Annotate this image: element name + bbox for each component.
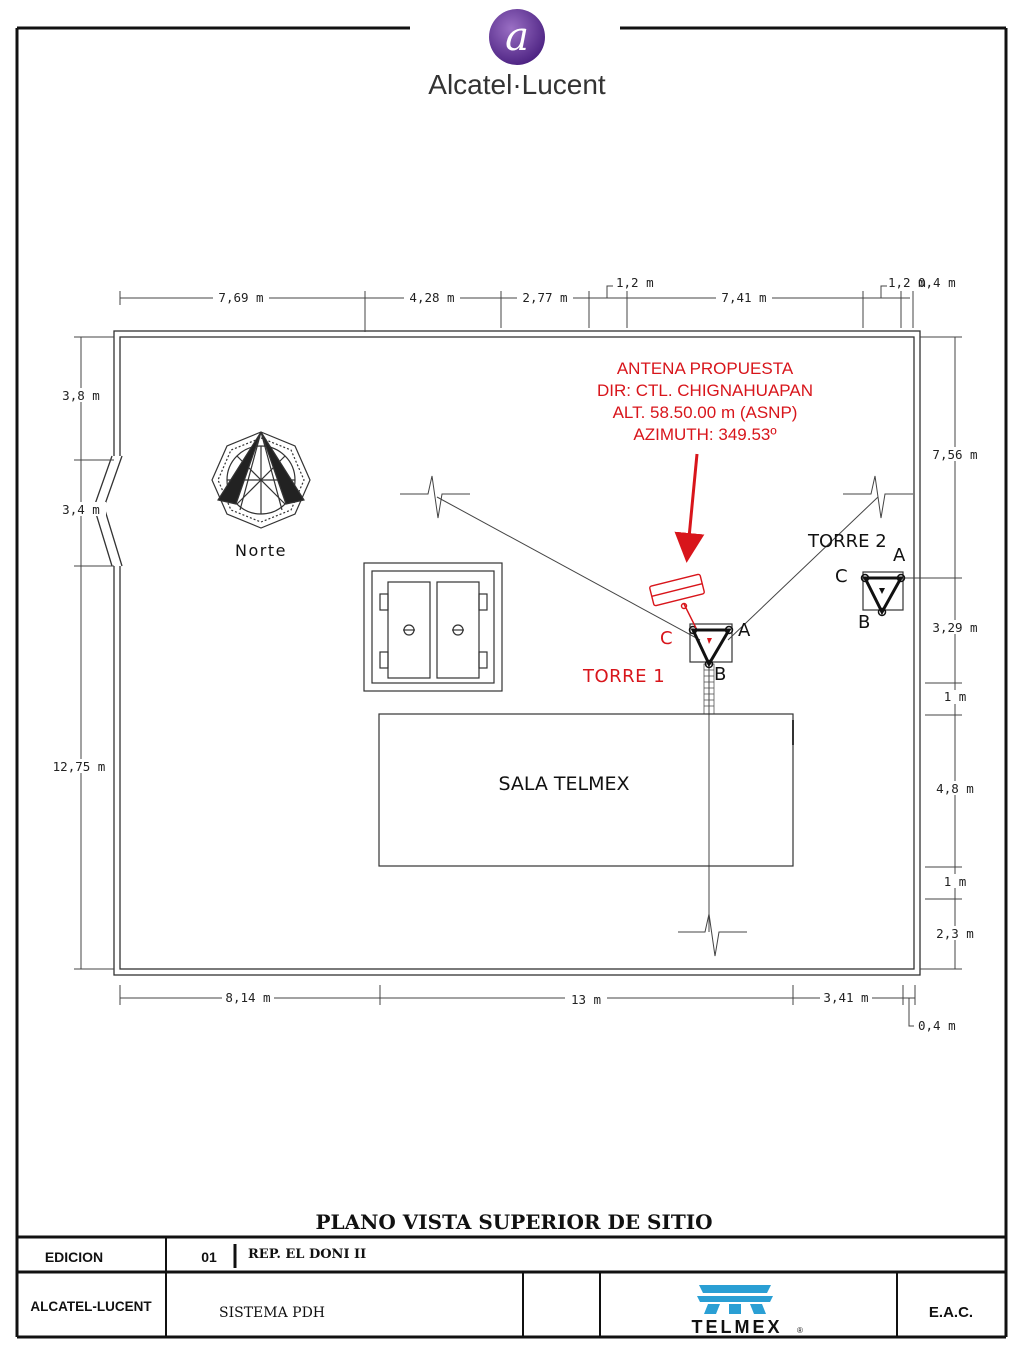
dim-left-3: 12,75 m <box>52 759 106 774</box>
antenna-pointer-arrow <box>688 454 697 548</box>
tower1-c-label: C <box>660 628 673 649</box>
building-label: SALA TELMEX <box>498 773 630 795</box>
site-name: REP. EL DONI II <box>248 1247 367 1262</box>
dim-bottom-2: 13 m <box>570 992 602 1007</box>
dim-top-4: 1,2 m <box>616 275 654 290</box>
tower2-c-label: C <box>835 566 848 587</box>
dim-bottom-4: 0,4 m <box>918 1018 956 1033</box>
logo-text: Alcatel·Lucent <box>428 69 606 100</box>
building-sala-telmex <box>379 714 793 866</box>
proposed-antenna-icon <box>649 574 704 628</box>
dim-right-1: 7,56 m <box>932 447 978 462</box>
edicion-value: 01 <box>201 1249 217 1265</box>
dim-left-1: 3,8 m <box>62 388 100 403</box>
tower2-b-label: B <box>858 612 871 633</box>
dim-left-2: 3,4 m <box>62 502 100 517</box>
telmex-wordmark: TELMEX <box>691 1317 783 1337</box>
dim-top-3: 2,77 m <box>522 290 568 305</box>
tower1-a-label: A <box>738 620 751 641</box>
dim-right-4: 4,8 m <box>936 781 974 796</box>
dim-bottom-1: 8,14 m <box>225 990 271 1005</box>
telmex-emblem-icon <box>697 1285 773 1314</box>
dim-top-7: 0,4 m <box>918 275 956 290</box>
tower2-label: TORRE 2 <box>808 531 887 552</box>
company-name: ALCATEL-LUCENT <box>30 1299 152 1314</box>
equipment-block <box>364 563 502 691</box>
telmex-registered-mark: ® <box>797 1326 803 1335</box>
system-name: SISTEMA PDH <box>218 1305 326 1321</box>
dim-top-6: 1,2 m <box>888 275 926 290</box>
sheet-frame <box>17 28 1006 1337</box>
drawing-title: PLANO VISTA SUPERIOR DE SITIO <box>315 1210 713 1234</box>
dim-top-2: 4,28 m <box>409 290 455 305</box>
logo-glyph: a <box>505 14 529 60</box>
author-initials: E.A.C. <box>928 1304 974 1321</box>
alcatel-lucent-logo <box>428 9 606 100</box>
antenna-line-2: DIR: CTL. CHIGNAHUAPAN <box>597 381 813 400</box>
north-compass-icon <box>212 432 310 528</box>
telmex-logo <box>691 1285 803 1337</box>
edicion-label: EDICION <box>44 1249 104 1265</box>
property-boundary <box>114 331 920 975</box>
tower1-label: TORRE 1 <box>583 666 666 687</box>
tower2-a-label: A <box>893 545 906 566</box>
antenna-line-1: ANTENA PROPUESTA <box>616 359 794 378</box>
compass-label: Norte <box>235 541 287 560</box>
dim-right-2: 3,29 m <box>932 620 978 635</box>
dim-right-6: 2,3 m <box>936 926 974 941</box>
antenna-line-3: ALT. 58.50.00 m (ASNP) <box>612 403 798 422</box>
tower-2 <box>862 572 905 616</box>
dim-top-5: 7,41 m <box>721 290 767 305</box>
dim-right-5: 1 m <box>943 874 967 889</box>
tower1-b-label: B <box>714 664 727 685</box>
antenna-line-4: AZIMUTH: 349.53º <box>633 425 777 444</box>
title-block-grid <box>17 1237 1006 1337</box>
dimensions-left <box>74 337 114 969</box>
dim-right-3: 1 m <box>943 689 967 704</box>
dim-top-1: 7,69 m <box>218 290 264 305</box>
tower-1 <box>690 624 733 668</box>
dim-bottom-3: 3,41 m <box>823 990 869 1005</box>
